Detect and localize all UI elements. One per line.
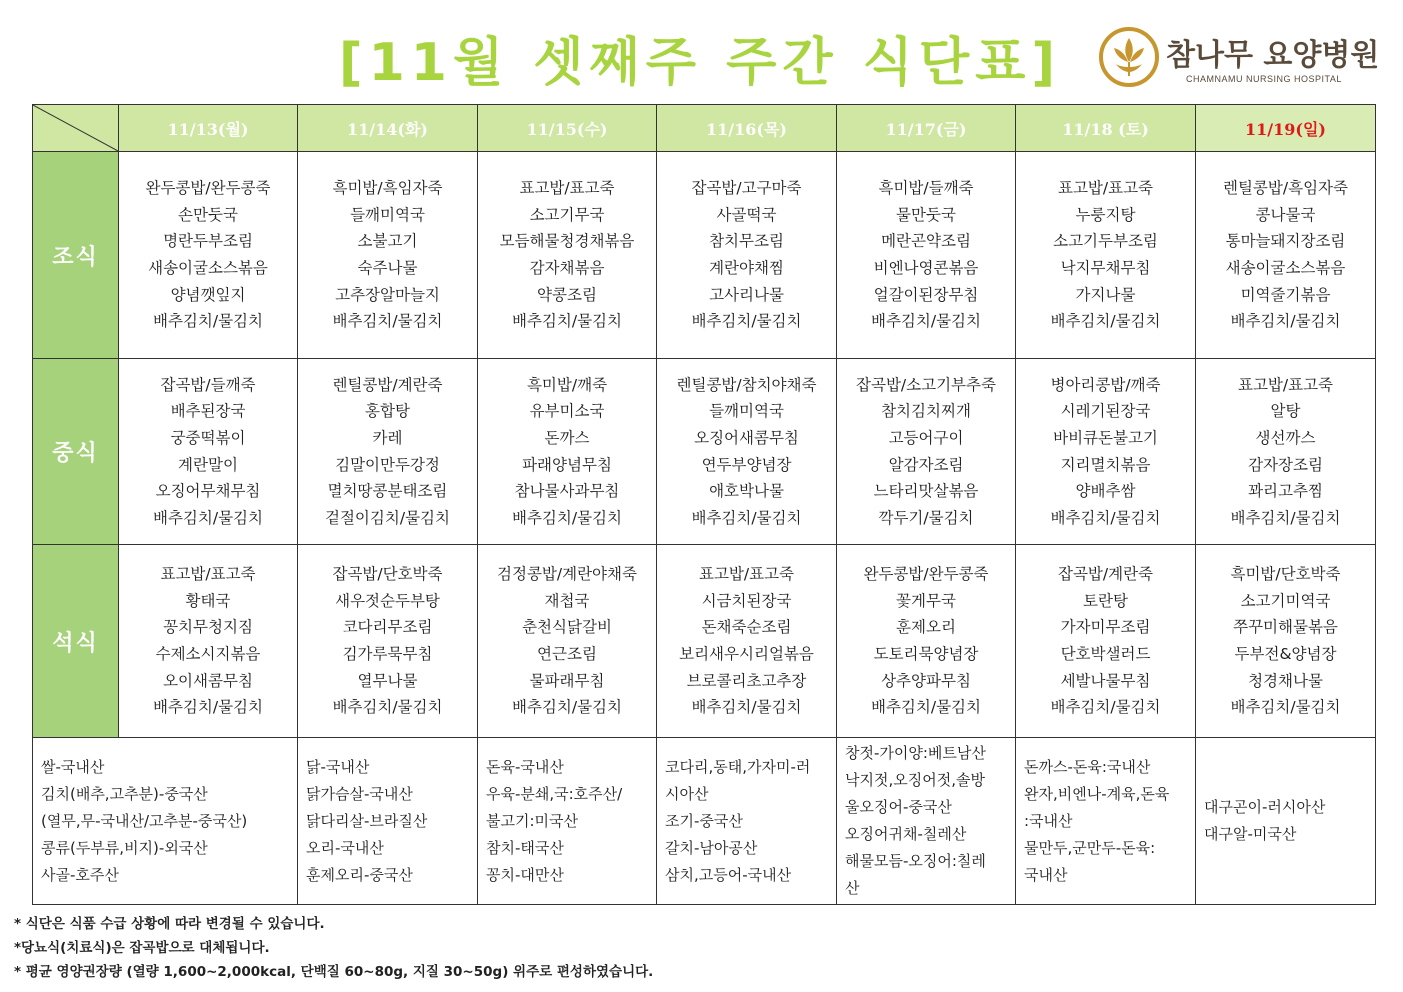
menu-item: 생선까스 [1255,428,1316,447]
menu-item: 춘천식닭갈비 [522,618,612,637]
menu-item: 배추김치/물김치 [152,312,264,331]
menu-item: 표고밥/표고죽 [698,565,795,584]
menu-item: 오징어무채무침 [155,482,261,501]
origin-line: 갈치-남아공산 [665,838,758,857]
menu-cell [478,152,657,359]
origin-line: 대구알-미국산 [1204,825,1297,843]
menu-item: 연두부양념장 [701,455,792,474]
menu-item: 새우젓순두부탕 [335,591,440,610]
origin-line: 대구곤이-러시아산 [1204,798,1326,816]
menu-item: 렌틸콩밥/흑임자죽 [1222,179,1348,198]
menu-item: 청경채나물 [1248,671,1323,690]
origin-line: 삼치,고등어-국내산 [665,865,792,884]
origin-line: :국내산 [1024,811,1073,830]
menu-item: 배추김치/물김치 [1230,698,1341,717]
menu-item: 새송이굴소스볶음 [148,259,268,277]
menu-item: 황태국 [185,591,231,610]
origin-cell [1016,738,1196,905]
menu-item: 고등어구이 [888,428,964,447]
meal-row [33,545,1376,738]
menu-item: 메란곤약조림 [881,232,971,251]
menu-item: 감자채볶음 [529,259,605,277]
menu-item: 수제소시지볶음 [155,645,261,663]
menu-item: 배추김치/물김치 [870,698,982,717]
origin-line: 쌀-국내산 [41,757,105,776]
menu-item: 꽈리고추찜 [1248,482,1323,501]
menu-item: 세발나물무침 [1060,671,1151,690]
menu-item: 지리멸치볶음 [1060,455,1151,474]
origin-row [33,738,1376,905]
menu-item: 브로콜리초고추장 [686,671,807,690]
menu-item: 도토리묵양념장 [873,645,979,663]
menu-item: 표고밥/표고죽 [1237,375,1334,394]
menu-item: 배추김치/물김치 [1230,312,1341,331]
menu-cell [1196,359,1376,545]
menu-item: 흑미밥/단호박죽 [1230,565,1341,584]
menu-item: 콩나물국 [1255,205,1316,224]
menu-item: 고사리나물 [709,285,784,304]
origin-line: 오징어귀채-칠레산 [845,825,967,843]
menu-cell [837,545,1016,738]
menu-item: 잡곡밥/단호박죽 [332,565,443,584]
menu-item: 보리새우시리얼볶음 [679,645,814,663]
menu-item: 잡곡밥/계란죽 [1057,565,1154,584]
day-header: 11/18 (토) [1016,105,1196,152]
menu-item: 가자미무조림 [1060,618,1151,637]
menu-item: 배추김치/물김치 [332,698,443,717]
corner-cell [33,105,119,152]
menu-item: 느타리맛살볶음 [873,482,979,501]
menu-item: 들깨미역국 [709,402,784,421]
origin-line: 닭-국내산 [306,757,370,776]
menu-item: 병아리콩밥/깨죽 [1050,375,1161,394]
menu-item: 배추된장국 [170,402,246,421]
origin-line: 돈까스-돈육:국내산 [1024,757,1151,776]
menu-item: 표고밥/표고죽 [160,565,256,584]
menu-cell [657,545,837,738]
menu-item: 김말이만두강정 [335,455,440,474]
origin-line: 완자,비엔나-계육,돈육 [1024,784,1170,803]
menu-cell [837,359,1016,545]
menu-item: 멸치땅콩분태조림 [327,482,448,501]
menu-item: 재첩국 [544,591,590,610]
origin-line: 닭가슴살-국내산 [306,784,413,803]
origin-line: 돈육-국내산 [486,757,564,776]
menu-item: 배추김치/물김치 [1050,312,1161,331]
page-title: [11월 셋째주 주간 식단표] [338,33,1062,93]
menu-item: 소고기미역국 [1240,591,1331,610]
menu-item: 명란두부조림 [163,232,253,251]
menu-item: 계란야채찜 [709,259,784,277]
menu-item: 소불고기 [357,232,418,251]
menu-item: 사골떡국 [716,205,777,224]
menu-item: 돈채죽순조림 [701,618,792,637]
menu-item: 양념깻잎지 [170,285,246,304]
meal-row [33,152,1376,359]
menu-cell [1196,152,1376,359]
menu-item: 소고기무국 [529,205,605,224]
footnote: *당뇨식(치료식)은 잡곡밥으로 대체됩니다. [14,940,270,956]
menu-item: 토란탕 [1083,591,1128,610]
menu-item: 배추김치/물김치 [332,312,443,331]
weekly-menu-table [32,104,1376,905]
menu-item: 비엔나영콘볶음 [873,259,979,277]
menu-item: 가지나물 [1075,285,1136,304]
menu-item: 두부전&양념장 [1234,645,1337,663]
origin-cell [1196,738,1376,905]
meal-row [33,359,1376,545]
menu-item: 오징어새콤무침 [694,428,799,447]
origin-line: 사골-호주산 [41,865,119,884]
menu-item: 잡곡밥/고구마죽 [691,179,802,198]
origin-cell [298,738,478,905]
menu-item: 약콩조림 [537,285,597,304]
menu-cell [119,152,298,359]
footnote: * 평균 영양권장량 (열량 1,600~2,000kcal, 단백질 60~80g, 지질 30~50g) 위주로 편성하였습니다. [14,964,654,980]
day-header: 11/16(목) [657,105,837,152]
origin-line: 코다리,동태,가자미-러 [665,757,811,776]
menu-item: 낙지무채무침 [1060,259,1151,277]
header-row [33,105,1376,152]
menu-item: 들깨미역국 [350,205,425,224]
menu-item: 손만둣국 [178,205,238,224]
menu-item: 물만둣국 [896,205,956,224]
origin-line: (열무,무-국내산/고추분-중국산) [41,811,248,830]
menu-item: 바비큐돈불고기 [1053,428,1158,447]
day-header: 11/17(금) [837,105,1016,152]
menu-item: 표고밥/표고죽 [1057,179,1154,198]
origin-line: 낙지젓,오징어젓,솔방 [845,771,985,789]
menu-item: 새송이굴소스볶음 [1225,259,1346,277]
origin-line: 훈제오리-중국산 [306,865,413,884]
menu-item: 누룽지탕 [1075,205,1136,224]
menu-item: 배추김치/물김치 [1050,508,1161,527]
menu-item: 미역줄기볶음 [1240,285,1331,304]
menu-item: 깍두기/물김치 [878,508,974,527]
footnotes [14,912,653,984]
menu-item: 검정콩밥/계란야채죽 [497,565,637,584]
menu-item: 배추김치/물김치 [870,312,982,331]
menu-item: 배추김치/물김치 [511,312,623,331]
menu-cell [1016,359,1196,545]
menu-item: 알감자조림 [888,455,964,474]
menu-item: 흑미밥/깨죽 [526,375,608,394]
origin-line: 콩류(두부류,비지)-외국산 [41,838,208,857]
menu-item: 열무나물 [357,671,418,690]
logo-name: 참나무 요양병원 [1166,38,1380,73]
menu-item: 숙주나물 [357,259,418,277]
origin-line: 산 [845,879,860,897]
menu-item: 흑미밥/들깨죽 [878,179,974,198]
menu-item: 코다리무조림 [342,618,433,637]
menu-cell [657,152,837,359]
diagonal-line [33,105,118,151]
menu-cell [657,359,837,545]
origin-line: 김치(배추,고추분)-중국산 [41,784,208,803]
menu-item: 연근조림 [537,645,597,663]
menu-item: 홍합탕 [365,402,410,421]
menu-cell [298,152,478,359]
menu-cell [1196,545,1376,738]
origin-line: 참치-태국산 [486,838,564,857]
day-header: 11/15(수) [478,105,657,152]
origin-line: 해물모듬-오징어:칠레 [845,852,986,870]
menu-item: 오이새콤무침 [163,671,253,690]
menu-cell [298,545,478,738]
menu-item: 계란말이 [178,455,238,474]
logo-subtitle: CHAMNAMU NURSING HOSPITAL [1186,74,1342,84]
menu-item: 배추김치/물김치 [691,312,802,331]
menu-item: 단호박샐러드 [1060,645,1151,663]
menu-cell [119,545,298,738]
menu-item: 애호박나물 [709,482,784,501]
footnote: * 식단은 식품 수급 상황에 따라 변경될 수 있습니다. [14,916,325,932]
menu-item: 파래양념무침 [522,455,612,474]
menu-item: 배추김치/물김치 [152,698,264,717]
menu-item: 시금치된장국 [701,591,792,610]
menu-item: 참치무조림 [709,232,784,251]
origin-line: 시아산 [665,784,709,803]
menu-cell [837,152,1016,359]
origin-line: 불고기:미국산 [486,811,578,830]
menu-item: 소고기두부조림 [1053,232,1158,251]
origin-line: 울오징어-중국산 [845,798,952,816]
origin-line: 조기-중국산 [665,811,743,830]
origin-line: 물만두,군만두-돈육: [1024,838,1156,857]
menu-item: 감자장조림 [1248,455,1323,474]
menu-item: 궁중떡볶이 [170,428,246,447]
origin-line: 우육-분쇄,국:호주산/ [486,784,623,803]
origin-line: 오리-국내산 [306,838,384,857]
menu-item: 김가루묵무침 [342,645,433,663]
menu-item: 흑미밥/흑임자죽 [332,179,443,198]
menu-item: 유부미소국 [529,402,605,421]
menu-cell [298,359,478,545]
menu-item: 잡곡밥/들깨죽 [160,375,256,394]
menu-cell [478,545,657,738]
origin-cell [837,738,1016,905]
menu-item: 카레 [372,428,403,447]
menu-item: 겉절이김치/물김치 [324,508,450,527]
menu-item: 돈까스 [544,428,590,447]
menu-item: 배추김치/물김치 [691,508,802,527]
menu-item: 모듬해물청경채볶음 [499,232,635,251]
menu-item: 배추김치/물김치 [511,698,623,717]
origin-line: 창젓-가이양:베트남산 [845,744,986,762]
menu-item: 통마늘돼지장조림 [1225,232,1346,251]
menu-item: 배추김치/물김치 [1230,508,1341,527]
origin-line: 국내산 [1024,865,1068,884]
menu-item: 꽁치무청지짐 [163,618,253,637]
menu-item: 배추김치/물김치 [511,508,623,527]
origin-cell [478,738,657,905]
menu-item: 양배추쌈 [1075,482,1136,501]
menu-item: 시레기된장국 [1060,402,1151,421]
menu-cell [1016,152,1196,359]
menu-cell [119,359,298,545]
menu-item: 렌틸콩밥/계란죽 [332,375,443,394]
menu-item: 물파래무침 [529,671,605,690]
day-header-sunday: 11/19(일) [1196,105,1376,152]
menu-item: 얼갈이된장무침 [873,285,979,304]
menu-item: 표고밥/표고죽 [519,179,615,198]
menu-item: 쭈꾸미해물볶음 [1233,618,1338,637]
menu-item: 고추장알마늘지 [335,285,440,304]
menu-item: 완두콩밥/완두콩죽 [145,179,271,198]
menu-item: 참나물사과무침 [514,482,620,501]
oak-leaf-logo-icon [1098,26,1160,88]
menu-item: 꽃게무국 [896,591,956,610]
origin-line: 닭다리살-브라질산 [306,811,428,830]
menu-cell [478,359,657,545]
meal-label: 중식 [33,359,119,545]
menu-item: 완두콩밥/완두콩죽 [863,565,989,584]
day-header: 11/13(월) [119,105,298,152]
menu-item: 훈제오리 [896,618,956,637]
menu-item: 배추김치/물김치 [152,508,264,527]
meal-label: 조식 [33,152,119,359]
menu-item: 렌틸콩밥/참치야채죽 [676,375,817,394]
hospital-logo [1098,26,1380,90]
origin-line: 꽁치-대만산 [486,865,564,884]
menu-item: 배추김치/물김치 [691,698,802,717]
menu-item: 알탕 [1270,402,1301,421]
menu-item: 상추양파무침 [881,671,971,690]
menu-cell [1016,545,1196,738]
day-header: 11/14(화) [298,105,478,152]
menu-item: 배추김치/물김치 [1050,698,1161,717]
menu-item: 잡곡밥/소고기부추죽 [856,375,996,394]
meal-label: 석식 [33,545,119,738]
menu-item: 참치김치찌개 [881,402,971,421]
origin-cell [657,738,837,905]
origin-cell [33,738,298,905]
